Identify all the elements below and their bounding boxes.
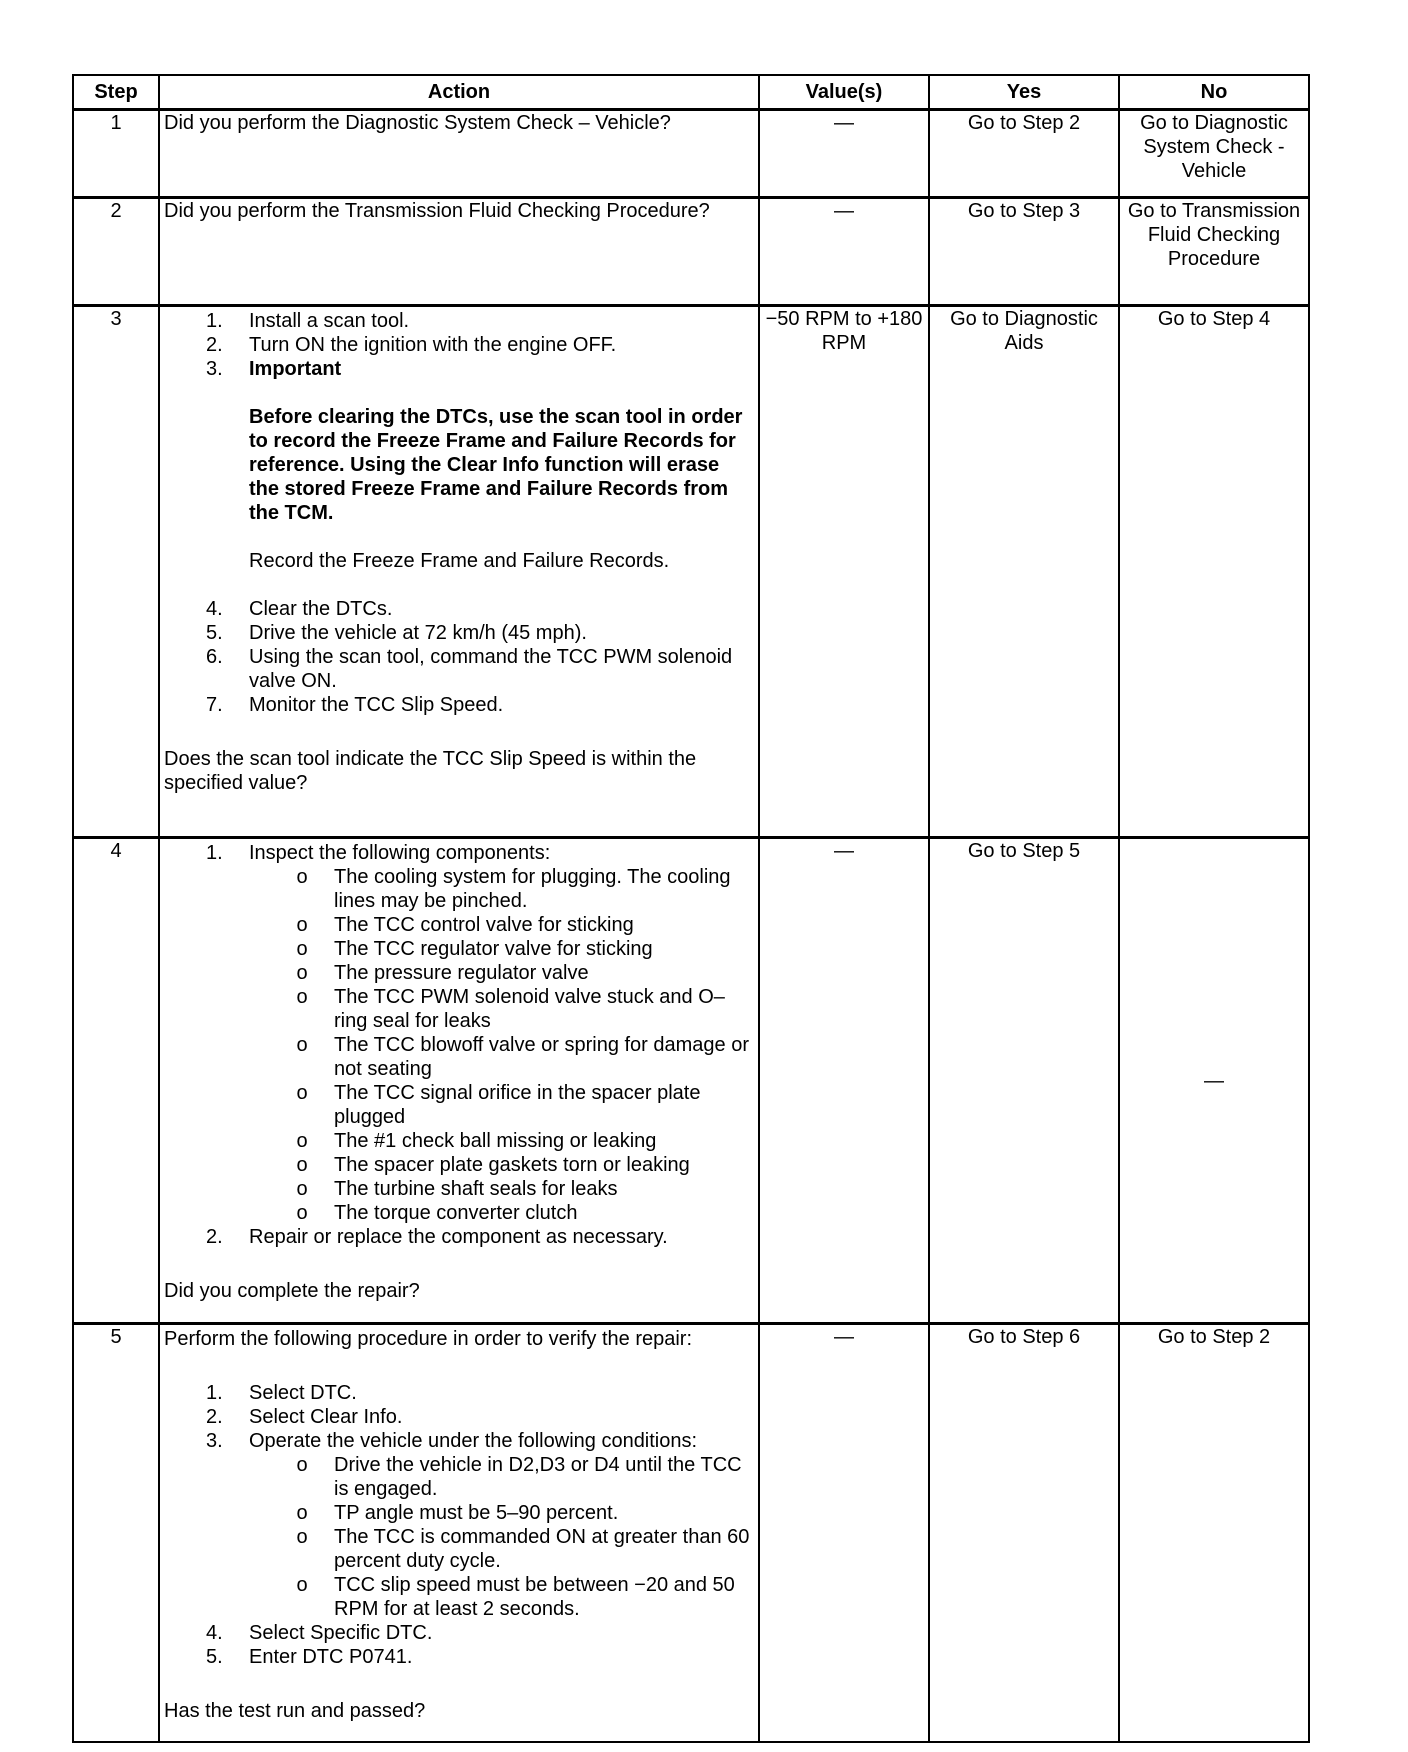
action-question: Does the scan tool indicate the TCC Slip Speed is within the specified value? bbox=[164, 748, 697, 794]
header-yes: Yes bbox=[929, 75, 1119, 110]
list-item: o The pressure regulator valve bbox=[296, 962, 589, 984]
action-question: Did you perform the Diagnostic System Check – Vehicle? bbox=[164, 112, 671, 134]
action-question: Did you perform the Transmission Fluid Checking Procedure? bbox=[164, 200, 710, 222]
no-cell: Go to Step 2 bbox=[1119, 1324, 1309, 1742]
value-cell: — bbox=[759, 198, 929, 306]
list-item: o Drive the vehicle in D2,D3 or D4 until the TCC is engaged. bbox=[296, 1454, 742, 1500]
step-number: 3 bbox=[73, 306, 159, 838]
no-cell: — bbox=[1119, 838, 1309, 1324]
procedure-list bbox=[164, 1621, 754, 1669]
list-item: o TP angle must be 5–90 percent. bbox=[296, 1502, 619, 1524]
yes-cell: Go to Step 6 bbox=[929, 1324, 1119, 1742]
list-item: 4. Clear the DTCs. bbox=[206, 598, 393, 620]
action-cell bbox=[159, 110, 759, 198]
list-item: 2. Turn ON the ignition with the engine OFF. bbox=[206, 334, 617, 356]
list-item: o TCC slip speed must be between −20 and 50 RPM for at least 2 seconds. bbox=[296, 1574, 735, 1620]
list-item: o The #1 check ball missing or leaking bbox=[296, 1130, 657, 1152]
list-item: o The TCC regulator valve for sticking bbox=[296, 938, 653, 960]
procedure-list bbox=[164, 597, 754, 717]
yes-cell: Go to Step 3 bbox=[929, 198, 1119, 306]
list-item: o The TCC signal orifice in the spacer plate plugged bbox=[296, 1082, 701, 1128]
value-cell: — bbox=[759, 110, 929, 198]
list-item: 2. Repair or replace the component as necessary. bbox=[206, 1226, 668, 1248]
action-cell bbox=[159, 838, 759, 1324]
no-cell: Go to Step 4 bbox=[1119, 306, 1309, 838]
list-item: 3. Operate the vehicle under the following conditions: bbox=[206, 1430, 698, 1452]
list-item: 5. Enter DTC P0741. bbox=[206, 1646, 413, 1668]
step-number: 1 bbox=[73, 110, 159, 198]
yes-cell: Go to Step 2 bbox=[929, 110, 1119, 198]
list-item: o The TCC PWM solenoid valve stuck and O–ring seal for leaks bbox=[296, 986, 725, 1032]
no-cell: Go to Diagnostic System Check - Vehicle bbox=[1119, 110, 1309, 198]
yes-cell: Go to Step 5 bbox=[929, 838, 1119, 1324]
important-label: Important bbox=[249, 358, 342, 380]
list-item: o The turbine shaft seals for leaks bbox=[296, 1178, 618, 1200]
list-item: o The TCC is commanded ON at greater than 60 percent duty cycle. bbox=[296, 1526, 750, 1572]
procedure-list bbox=[164, 841, 754, 865]
yes-cell: Go to Diagnostic Aids bbox=[929, 306, 1119, 838]
action-cell bbox=[159, 1324, 759, 1742]
list-item: o The cooling system for plugging. The cooling lines may be pinched. bbox=[296, 866, 731, 912]
step-number: 5 bbox=[73, 1324, 159, 1742]
diagnostic-table-container bbox=[72, 74, 1308, 1736]
important-note: Before clearing the DTCs, use the scan tool in order to record the Freeze Frame and Failure Records for reference. Using the Clear Info function will erase the stored Freeze Frame and Failure Records from the TCM. bbox=[249, 406, 743, 524]
table-row bbox=[73, 1324, 1309, 1742]
table-row bbox=[73, 198, 1309, 306]
list-item: 1. Install a scan tool. bbox=[206, 310, 410, 332]
table-row bbox=[73, 838, 1309, 1324]
important-action: Record the Freeze Frame and Failure Records. bbox=[249, 550, 670, 572]
value-cell: −50 RPM to +180 RPM bbox=[759, 306, 929, 838]
list-item: o The TCC blowoff valve or spring for damage or not seating bbox=[296, 1034, 750, 1080]
action-cell bbox=[159, 198, 759, 306]
header-action: Action bbox=[159, 75, 759, 110]
procedure-list bbox=[164, 309, 754, 381]
value-cell: — bbox=[759, 838, 929, 1324]
table-row bbox=[73, 306, 1309, 838]
list-item: 4. Select Specific DTC. bbox=[206, 1622, 433, 1644]
list-item: 1. Inspect the following components: bbox=[206, 842, 551, 864]
action-cell bbox=[159, 306, 759, 838]
step-number: 4 bbox=[73, 838, 159, 1324]
list-item: 5. Drive the vehicle at 72 km/h (45 mph). bbox=[206, 622, 587, 644]
header-step: Step bbox=[73, 75, 159, 110]
list-item: 6. Using the scan tool, command the TCC PWM solenoid valve ON. bbox=[206, 646, 733, 692]
list-item: 1. Select DTC. bbox=[206, 1382, 357, 1404]
procedure-intro: Perform the following procedure in order to verify the repair: bbox=[164, 1328, 693, 1350]
list-item: o The spacer plate gaskets torn or leaking bbox=[296, 1154, 690, 1176]
list-item: o The TCC control valve for sticking bbox=[296, 914, 634, 936]
table-row bbox=[73, 110, 1309, 198]
condition-list bbox=[164, 1453, 754, 1621]
list-item: 3. Important bbox=[206, 358, 342, 380]
action-question: Did you complete the repair? bbox=[164, 1280, 420, 1302]
component-list bbox=[164, 865, 754, 1225]
list-item: o The torque converter clutch bbox=[296, 1202, 578, 1224]
header-row bbox=[73, 75, 1309, 110]
action-question: Has the test run and passed? bbox=[164, 1700, 426, 1722]
list-item: 2. Select Clear Info. bbox=[206, 1406, 403, 1428]
value-cell: — bbox=[759, 1324, 929, 1742]
procedure-list bbox=[164, 1225, 754, 1249]
list-item: 7. Monitor the TCC Slip Speed. bbox=[206, 694, 504, 716]
procedure-list bbox=[164, 1381, 754, 1453]
step-number: 2 bbox=[73, 198, 159, 306]
diagnostic-table bbox=[72, 74, 1310, 1743]
header-values: Value(s) bbox=[759, 75, 929, 110]
no-cell: Go to Transmission Fluid Checking Procedure bbox=[1119, 198, 1309, 306]
header-no: No bbox=[1119, 75, 1309, 110]
